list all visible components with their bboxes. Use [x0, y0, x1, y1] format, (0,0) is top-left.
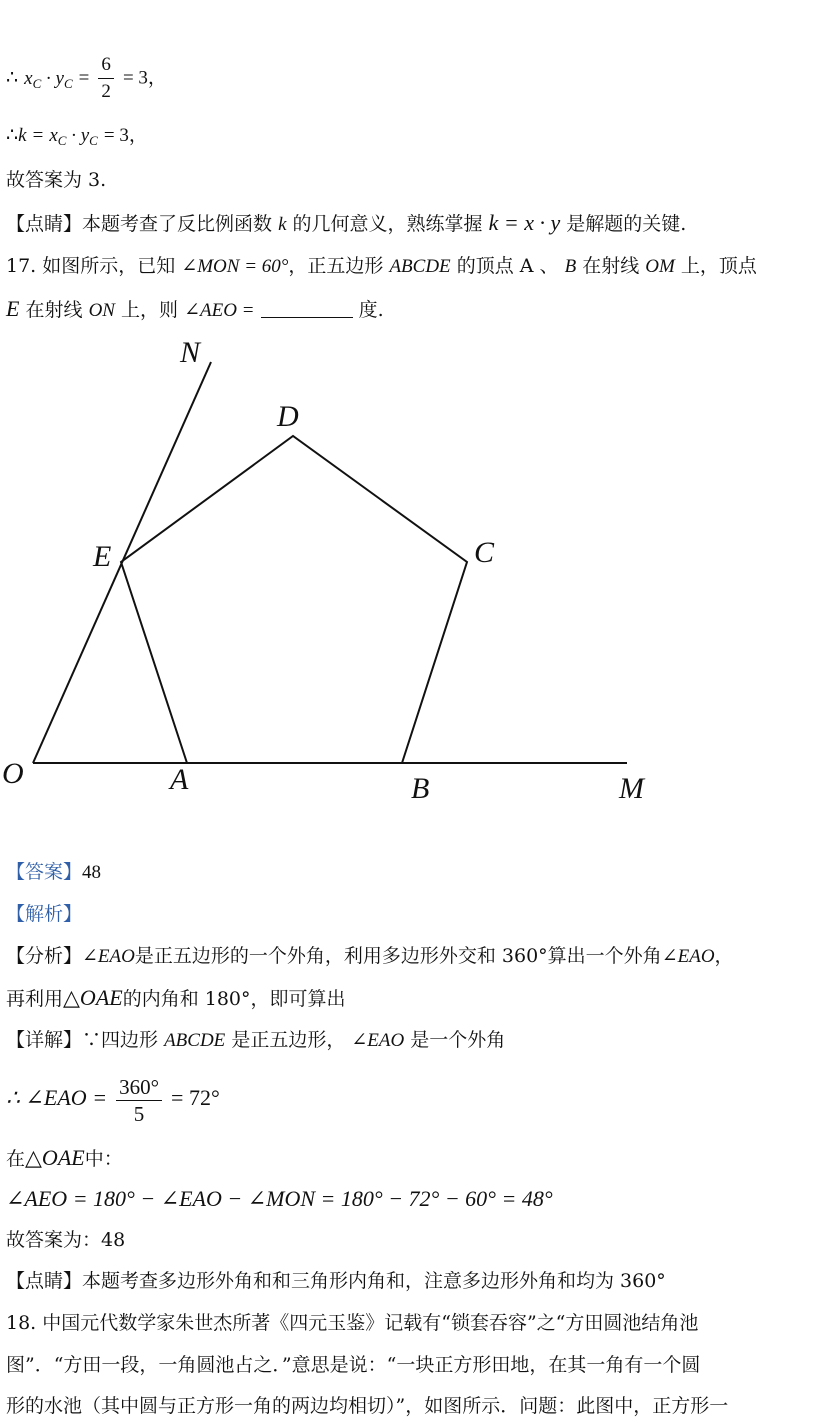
derivation-result: = 3，	[122, 67, 167, 89]
analysis-tag: 【解析】	[6, 903, 83, 925]
answer-value: 48	[82, 862, 102, 883]
derivation-line-2: ∴k = $x_C \cdot y_C = 3$，	[6, 124, 148, 148]
fraction-numerator: 6	[98, 52, 114, 79]
label-b: B	[411, 772, 430, 805]
xc-yc-product: $x_C \cdot y_C$	[24, 67, 73, 91]
therefore-symbol: ∴	[6, 66, 19, 89]
answer-tag: 【答案】	[6, 861, 83, 883]
fenxi-line-1: 【分析】∠EAO是正五边形的一个外角，利用多边形外交和 360°算出一个外角∠EAO，	[6, 945, 734, 967]
label-o: O	[2, 757, 24, 790]
equation-1: ∴ ∠EAO = $\frac{360^\circ}{5}$ = 72°	[6, 1074, 220, 1126]
pentagon-figure	[0, 330, 836, 830]
label-d: D	[277, 400, 299, 433]
label-m: M	[619, 772, 644, 805]
label-n: N	[180, 336, 201, 369]
question-17-line-1: 17. 如图所示，已知 ∠MON = 60°，正五边形 ABCDE 的顶点 A 、 B 在射线 OM 上，顶点	[6, 255, 757, 277]
final-answer: 故答案为：48	[6, 1229, 126, 1251]
fenxi-line-2: 再利用△OAE的内角和 180°，即可算出	[6, 985, 346, 1010]
detail-line-1: 【详解】∵四边形 ABCDE 是正五边形， ∠EAO 是一个外角	[6, 1029, 506, 1051]
derivation-line-1: ∴ $x_C \cdot y_C$ = $\frac{6}{2}$ = 3，	[6, 52, 167, 100]
label-e: E	[93, 540, 112, 573]
equation-2: ∠AEO = 180° − ∠EAO − ∠MON = 180° − 72° − 60° = 48°	[6, 1186, 553, 1211]
fraction-360-over-5: $\frac{360^\circ}{5}$	[116, 1074, 162, 1127]
answer-blank	[261, 299, 353, 318]
therefore-symbol: ∴	[6, 124, 19, 146]
dianjing-17: 【点睛】本题考查多边形外角和和三角形内角和，注意多边形外角和均为 360°	[6, 1270, 666, 1292]
derivation-result-2: = 3，	[103, 125, 148, 146]
question-17-line-2: E 在射线 ON 上，则 ∠AEO = 度.	[6, 296, 384, 321]
label-c: C	[474, 536, 495, 569]
fraction-denominator: 2	[101, 81, 111, 102]
dianjing-16: 【点睛】本题考查了反比例函数 k 的几何意义，熟练掌握 k = x · y 是解题的关键.	[6, 210, 687, 235]
in-triangle-line: 在△OAE中：	[6, 1145, 123, 1170]
answer-line-16: 故答案为 3.	[6, 169, 107, 191]
question-18-line-1: 18. 中国元代数学家朱世杰所著《四元玉鉴》记载有“锁套吞容”之“方田圆池结角池	[6, 1312, 699, 1334]
answer-line	[6, 860, 101, 885]
label-a: A	[170, 763, 189, 796]
question-18-line-2: 图”．“方田一段，一角圆池占之．”意思是说：“一块正方形田地，在其一角有一个圆	[6, 1354, 701, 1376]
regular-pentagon	[121, 436, 467, 763]
fraction-six-halves	[98, 52, 114, 105]
k-expression: k	[18, 125, 27, 146]
question-18-line-3: 形的水池（其中圆与正方形一角的两边均相切）”，如图所示．问题：此图中，正方形一	[6, 1395, 729, 1417]
